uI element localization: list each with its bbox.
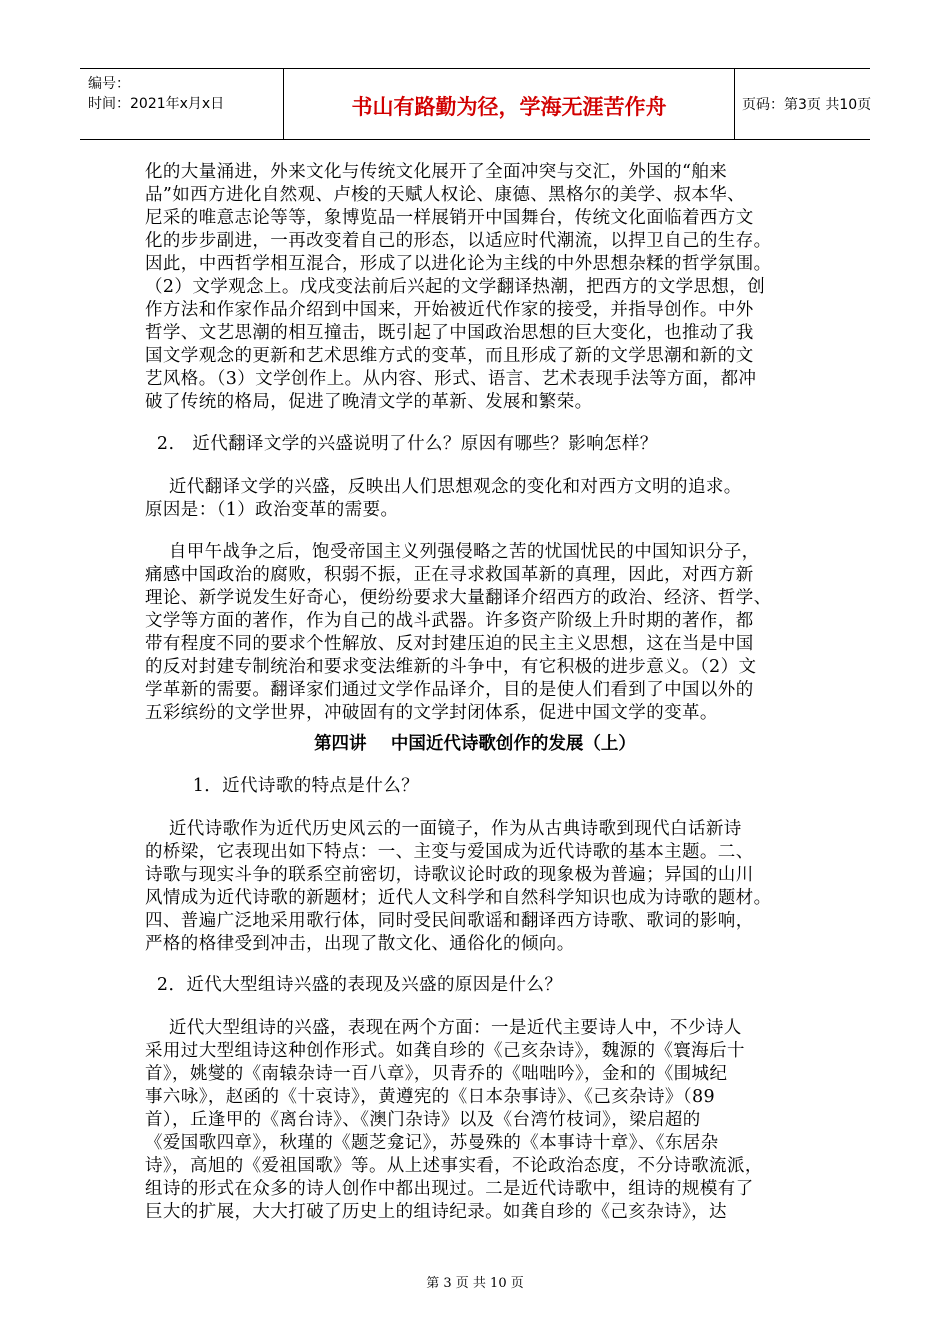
- text-line: 诗》，高旭的《爱祖国歌》等。从上述事实看，不论政治态度，不分诗歌流派，: [145, 1156, 763, 1176]
- question-heading: 2．近代大型组诗兴盛的表现及兴盛的原因是什么？: [145, 975, 563, 995]
- text-line: 品”如西方进化自然观、卢梭的天赋人权论、康德、黑格尔的美学、叔本华、: [145, 185, 746, 205]
- text-line: 理论、新学说发生好奇心，便纷纷要求大量翻译介绍西方的政治、经济、哲学、: [145, 588, 772, 608]
- section-heading: 第四讲 中国近代诗歌创作的发展（上）: [314, 734, 636, 754]
- text-line: 破了传统的格局，促进了晚清文学的革新、发展和繁荣。: [145, 392, 593, 412]
- text-line: 化的大量涌进，外来文化与传统文化展开了全面冲突与交汇，外国的“舶来: [145, 162, 728, 182]
- text-line: 近代诗歌作为近代历史风云的一面镜子，作为从古典诗歌到现代白话新诗: [145, 819, 742, 839]
- text-line: 学革新的需要。翻译家们通过文学作品译介，目的是使人们看到了中国以外的: [145, 680, 754, 700]
- text-line: 尼采的唯意志论等等，象博览品一样展销开中国舞台，传统文化面临着西方文: [145, 208, 754, 228]
- text-line: 哲学、文艺思潮的相互撞击，既引起了中国政治思想的巨大变化，也推动了我: [145, 323, 754, 343]
- text-line: 带有程度不同的要求个性解放、反对封建压迫的民主主义思想，这在当是中国: [145, 634, 754, 654]
- question-heading: 1．近代诗歌的特点是什么？: [145, 776, 420, 796]
- document-date-label: 时间：2021年x月x日: [88, 96, 225, 112]
- header-meta-cell: [80, 69, 284, 139]
- text-line: 四、普遍广泛地采用歌行体，同时受民间歌谣和翻译西方诗歌、歌词的影响，: [145, 911, 754, 931]
- header-page-info: 页码：第3页 共10页: [742, 97, 872, 113]
- text-line: 诗歌与现实斗争的联系空前密切，诗歌议论时政的现象极为普遍；异国的山川: [145, 865, 754, 885]
- text-line: 《爱国歌四章》，秋瑾的《题芝龛记》，苏曼殊的《本事诗十章》、《东居杂: [145, 1133, 719, 1153]
- text-line: 严格的格律受到冲击，出现了散文化、通俗化的倾向。: [145, 934, 575, 954]
- page-footer: 第 3 页 共 10 页: [426, 1276, 524, 1291]
- text-line: 的桥梁，它表现出如下特点：一、主变与爱国成为近代诗歌的基本主题。二、: [145, 842, 754, 862]
- document-number-label: 编号：: [88, 76, 130, 92]
- text-line: 风情成为近代诗歌的新题材；近代人文科学和自然科学知识也成为诗歌的题材。: [145, 888, 772, 908]
- text-line: 五彩缤纷的文学世界，冲破固有的文学封闭体系，促进中国文学的变革。: [145, 703, 718, 723]
- text-line: 采用过大型组诗这种创作形式。如龚自珍的《己亥杂诗》，魏源的《寰海后十: [145, 1041, 745, 1061]
- question-heading: 2. 近代翻译文学的兴盛说明了什么？原因有哪些？影响怎样？: [145, 434, 658, 454]
- text-line: 作方法和作家作品介绍到中国来，开始被近代作家的接受，并指导创作。中外: [145, 300, 754, 320]
- text-line: 近代翻译文学的兴盛，反映出人们思想观念的变化和对西方文明的追求。: [145, 477, 742, 497]
- text-line: 首》，姚燮的《南辕杂诗一百八章》，贝青乔的《咄咄吟》，金和的《围城纪: [145, 1064, 728, 1084]
- text-line: 巨大的扩展，大大打破了历史上的组诗纪录。如龚自珍的《己亥杂诗》，达: [145, 1202, 727, 1222]
- text-line: 化的步步副进，一再改变着自己的形态，以适应时代潮流，以捍卫自己的生存。: [145, 231, 772, 251]
- text-line: 组诗的形式在众多的诗人创作中都出现过。二是近代诗歌中，组诗的规模有了: [145, 1179, 754, 1199]
- text-line: 近代大型组诗的兴盛，表现在两个方面：一是近代主要诗人中，不少诗人: [145, 1018, 742, 1038]
- text-line: 痛感中国政治的腐败，积弱不振，正在寻求救国革新的真理，因此，对西方新: [145, 565, 754, 585]
- header-motto: 书山有路勤为径，学海无涯苦作舟: [351, 95, 667, 119]
- text-line: 原因是：（1）政治变革的需要。: [145, 500, 399, 520]
- text-line: 国文学观念的更新和艺术思维方式的变革，而且形成了新的文学思潮和新的文: [145, 346, 754, 366]
- text-line: 文学等方面的著作，作为自己的战斗武器。许多资产阶级上升时期的著作，都: [145, 611, 754, 631]
- text-line: 的反对封建专制统治和要求变法维新的斗争中，有它积极的进步意义。（2）文: [145, 657, 757, 677]
- text-line: 因此，中西哲学相互混合，形成了以进化论为主线的中外思想杂糅的哲学氛围。: [145, 254, 772, 274]
- text-line: 艺风格。（3）文学创作上。从内容、形式、语言、艺术表现手法等方面，都冲: [145, 369, 757, 389]
- header-table: [80, 68, 870, 140]
- text-line: 自甲午战争之后，饱受帝国主义列强侵略之苦的忧国忧民的中国知识分子，: [145, 542, 760, 562]
- header-motto-cell: [284, 69, 735, 139]
- text-line: （2）文学观念上。戊戌变法前后兴起的文学翻译热潮，把西方的文学思想，创: [145, 277, 766, 297]
- text-line: 首），丘逢甲的《离台诗》、《澳门杂诗》以及《台湾竹枝词》，梁启超的: [145, 1110, 701, 1130]
- text-line: 事六咏》，赵函的《十哀诗》，黄遵宪的《日本杂事诗》、《己亥杂诗》（89: [145, 1087, 716, 1107]
